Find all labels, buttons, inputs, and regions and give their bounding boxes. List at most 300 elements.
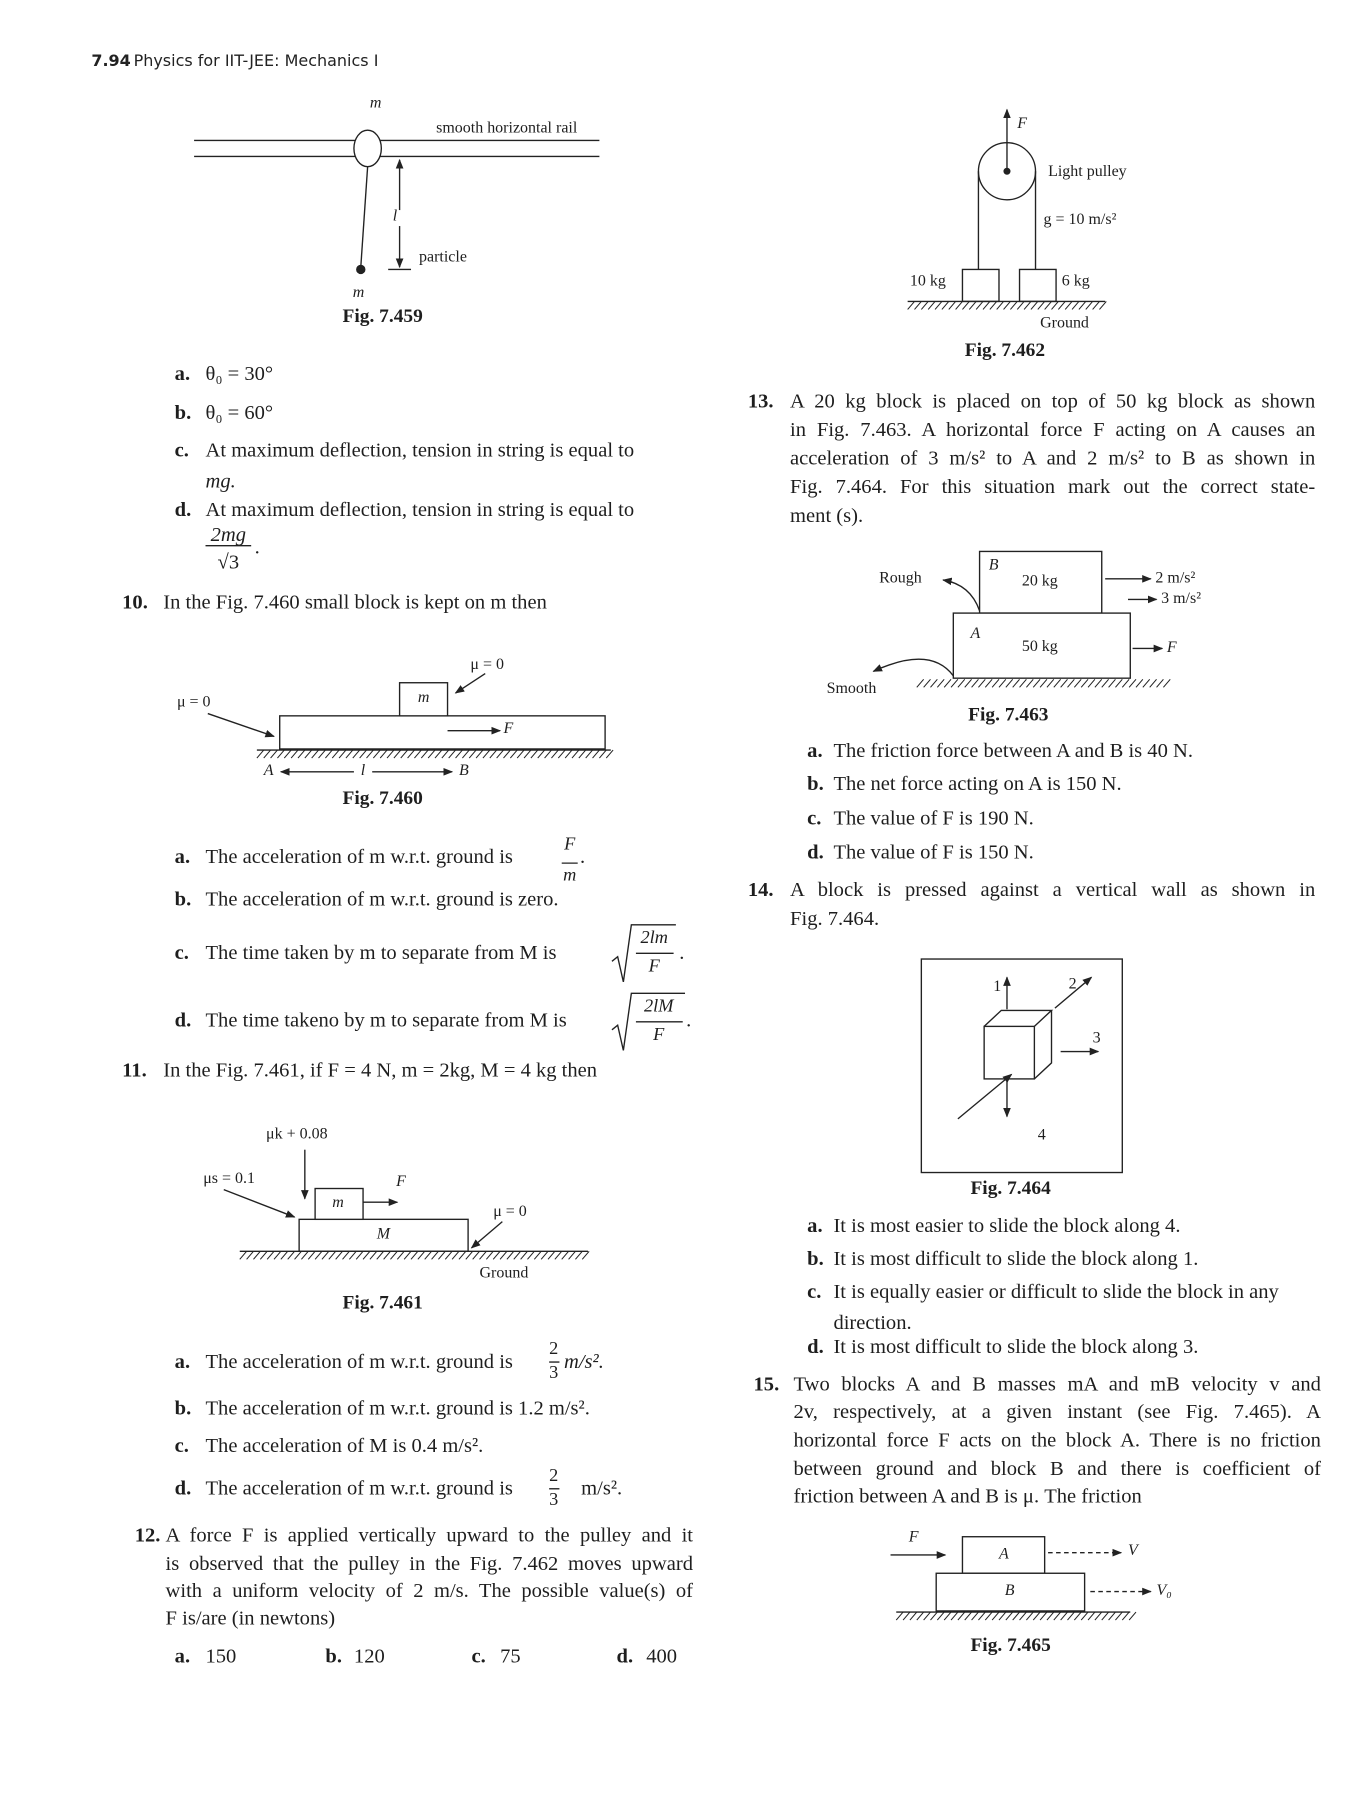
hatch-stroke bbox=[1129, 1612, 1136, 1620]
option-label: a. bbox=[807, 1213, 823, 1237]
hatch-stroke bbox=[1040, 1612, 1047, 1620]
option-text: The time takeno by m to separate from M is bbox=[205, 1008, 567, 1031]
hatch-stroke bbox=[370, 1251, 377, 1259]
label-mu-left: μ = 0 bbox=[176, 694, 211, 712]
option-label: d. bbox=[174, 1008, 192, 1031]
hatch-stroke bbox=[360, 750, 367, 758]
hatch-stroke bbox=[438, 1251, 445, 1259]
label-mu-right: μ = 0 bbox=[470, 656, 504, 674]
hatch-stroke bbox=[288, 1251, 295, 1259]
label-force: F bbox=[908, 1528, 919, 1546]
hatch-stroke bbox=[462, 750, 469, 758]
hatch-stroke bbox=[937, 1612, 944, 1620]
string bbox=[361, 167, 368, 267]
hatch-stroke bbox=[1074, 679, 1081, 687]
fig-7-464-drawing bbox=[921, 959, 1122, 1172]
hatch-stroke bbox=[1040, 679, 1047, 687]
hatch-stroke bbox=[917, 679, 924, 687]
question-line: 2v, respectively, at a given instant (see Fig. 7.465). A bbox=[793, 1399, 1321, 1423]
hatch-stroke bbox=[356, 1251, 363, 1259]
hatch-stroke bbox=[322, 1251, 329, 1259]
hatch-stroke bbox=[315, 1251, 322, 1259]
ground-hatch bbox=[908, 301, 1107, 309]
hatch-stroke bbox=[1143, 679, 1150, 687]
option-text: 150 bbox=[205, 1644, 237, 1667]
mu-left-arrow bbox=[208, 714, 274, 737]
question-number: 10. bbox=[122, 590, 148, 614]
hatch-stroke bbox=[353, 750, 360, 758]
hatch-stroke bbox=[1026, 679, 1033, 687]
label-direction-2: 2 bbox=[1068, 976, 1077, 994]
hatch-stroke bbox=[930, 1612, 937, 1620]
punctuation: . bbox=[686, 1008, 692, 1031]
hatch-stroke bbox=[527, 1251, 534, 1259]
option-text: The value of F is 190 N. bbox=[833, 806, 1034, 829]
hatch-stroke bbox=[1006, 679, 1013, 687]
hatch-stroke bbox=[958, 679, 965, 687]
hatch-stroke bbox=[301, 1251, 308, 1259]
hatch-stroke bbox=[445, 1251, 452, 1259]
label-mass-bottom: 50 kg bbox=[1021, 638, 1058, 656]
hatch-stroke bbox=[295, 1251, 302, 1259]
fig-7-461-drawing bbox=[224, 1150, 589, 1260]
label-mass-top: m bbox=[369, 94, 382, 112]
figure-caption: Fig. 7.459 bbox=[342, 304, 423, 327]
hatch-stroke bbox=[565, 750, 572, 758]
unit: m/s². bbox=[581, 1476, 623, 1500]
mu-s-arrow bbox=[224, 1190, 295, 1217]
hatch-stroke bbox=[390, 1251, 397, 1259]
hatch-stroke bbox=[1102, 1612, 1109, 1620]
rough-arrow bbox=[943, 580, 980, 611]
hatch-stroke bbox=[432, 1251, 439, 1259]
option-text: 75 bbox=[500, 1644, 521, 1667]
hatch-stroke bbox=[997, 301, 1004, 309]
option-label: c. bbox=[807, 806, 822, 829]
label-block-m: m bbox=[332, 1194, 344, 1212]
option-text: 120 bbox=[353, 1644, 385, 1667]
hatch-stroke bbox=[452, 1251, 459, 1259]
option-text: 400 bbox=[646, 1644, 678, 1667]
question-number: 15. bbox=[753, 1372, 780, 1396]
hatch-stroke bbox=[1031, 301, 1038, 309]
hatch-stroke bbox=[459, 1251, 466, 1259]
option-label: d. bbox=[616, 1644, 634, 1667]
hatch-stroke bbox=[579, 750, 586, 758]
hatch-stroke bbox=[1079, 301, 1086, 309]
label-rail: smooth horizontal rail bbox=[436, 119, 578, 138]
punctuation: . bbox=[679, 940, 685, 964]
option-label: c. bbox=[174, 940, 189, 964]
hatch-stroke bbox=[1026, 1612, 1033, 1620]
hatch-stroke bbox=[377, 1251, 384, 1259]
option-text: The friction force between A and B is 40 N. bbox=[833, 738, 1193, 762]
hatch-stroke bbox=[599, 750, 606, 758]
hatch-stroke bbox=[469, 750, 476, 758]
hatch-stroke bbox=[593, 750, 600, 758]
hatch-stroke bbox=[418, 1251, 425, 1259]
option-label: b. bbox=[174, 887, 192, 910]
hatch-stroke bbox=[524, 750, 531, 758]
hatch-stroke bbox=[414, 750, 421, 758]
hatch-stroke bbox=[1102, 679, 1109, 687]
hatch-stroke bbox=[924, 1612, 931, 1620]
hatch-stroke bbox=[305, 750, 312, 758]
hatch-stroke bbox=[992, 1612, 999, 1620]
option-text: The time taken by m to separate from M is bbox=[205, 940, 557, 964]
label-mu-ground: μ = 0 bbox=[493, 1203, 527, 1221]
hatch-stroke bbox=[1020, 679, 1027, 687]
push-arrow bbox=[958, 1074, 1012, 1119]
hatch-stroke bbox=[442, 750, 449, 758]
question-line: is observed that the pulley in the Fig. 7.462 moves upward bbox=[165, 1551, 694, 1575]
hatch-stroke bbox=[545, 750, 552, 758]
hatch-stroke bbox=[1129, 679, 1136, 687]
label-block-B: B bbox=[1004, 1582, 1015, 1600]
option-text: It is equally easier or difficult to slide the block in any bbox=[833, 1279, 1279, 1303]
hatch-stroke bbox=[1010, 301, 1017, 309]
hatch-stroke bbox=[517, 750, 524, 758]
label-mass-right: 6 kg bbox=[1061, 272, 1090, 290]
label-rough: Rough bbox=[879, 569, 922, 587]
hatch-stroke bbox=[1033, 679, 1040, 687]
label-direction-3: 3 bbox=[1092, 1029, 1101, 1047]
hatch-stroke bbox=[490, 750, 497, 758]
hatch-stroke bbox=[277, 750, 284, 758]
hatch-stroke bbox=[346, 750, 353, 758]
hatch-stroke bbox=[985, 679, 992, 687]
label-length: l bbox=[360, 762, 366, 780]
option-text: The acceleration of m w.r.t. ground is 1.2 m/s². bbox=[205, 1396, 590, 1420]
unit: m/s². bbox=[563, 1349, 604, 1373]
hatch-stroke bbox=[329, 1251, 336, 1259]
question-number: 13. bbox=[747, 389, 774, 413]
hatch-stroke bbox=[483, 750, 490, 758]
figure-caption: Fig. 7.464 bbox=[970, 1177, 1051, 1199]
hatch-stroke bbox=[260, 1251, 267, 1259]
hatch-stroke bbox=[937, 679, 944, 687]
option-text: The acceleration of m w.r.t. ground is zero. bbox=[205, 887, 559, 910]
fraction-denominator: 3 bbox=[549, 1363, 559, 1383]
label-block-B: B bbox=[988, 557, 999, 575]
option-label: b. bbox=[174, 400, 192, 424]
hatch-stroke bbox=[1061, 679, 1068, 687]
hatch-stroke bbox=[240, 1251, 247, 1259]
block-6kg bbox=[1020, 269, 1057, 301]
hatch-stroke bbox=[366, 750, 373, 758]
ground-hatch bbox=[257, 750, 613, 758]
option-label: c. bbox=[174, 1433, 189, 1457]
option-label: a. bbox=[174, 1349, 191, 1373]
hatch-stroke bbox=[476, 750, 483, 758]
hatch-stroke bbox=[951, 1612, 958, 1620]
option-text: It is most difficult to slide the block along 3. bbox=[833, 1334, 1199, 1358]
label-velocity-bottom: V₀ bbox=[1156, 1582, 1172, 1600]
punctuation: . bbox=[579, 844, 586, 868]
figure-caption: Fig. 7.460 bbox=[342, 786, 423, 809]
label-ground: Ground bbox=[479, 1265, 529, 1283]
label-ground: Ground bbox=[1040, 315, 1089, 333]
figure-caption: Fig. 7.465 bbox=[970, 1633, 1051, 1656]
hatch-stroke bbox=[1047, 679, 1054, 687]
option-text: The acceleration of m w.r.t. ground is bbox=[205, 844, 513, 868]
hatch-stroke bbox=[449, 750, 456, 758]
fraction-denominator: F bbox=[648, 956, 660, 977]
hatch-stroke bbox=[534, 1251, 541, 1259]
label-pulley: Light pulley bbox=[1048, 163, 1127, 181]
hatch-stroke bbox=[917, 1612, 924, 1620]
hatch-stroke bbox=[1150, 679, 1157, 687]
hatch-stroke bbox=[387, 750, 394, 758]
hatch-stroke bbox=[493, 1251, 500, 1259]
hatch-stroke bbox=[551, 750, 558, 758]
question-number: 12. bbox=[134, 1523, 161, 1546]
question-number: 11. bbox=[122, 1058, 147, 1082]
hatch-stroke bbox=[1163, 679, 1170, 687]
hatch-stroke bbox=[1086, 301, 1093, 309]
pulley-axle bbox=[1004, 168, 1010, 174]
option-label: c. bbox=[174, 438, 189, 462]
hatch-stroke bbox=[401, 750, 408, 758]
hatch-stroke bbox=[1004, 301, 1011, 309]
question-line: F is/are (in newtons) bbox=[165, 1606, 336, 1630]
figure-caption: Fig. 7.463 bbox=[968, 703, 1049, 725]
cube-front bbox=[984, 1026, 1034, 1079]
question-text: In the Fig. 7.460 small block is kept on m then bbox=[163, 590, 547, 614]
label-velocity-top: V bbox=[1127, 1542, 1138, 1560]
option-text: The acceleration of m w.r.t. ground is bbox=[205, 1476, 513, 1500]
hatch-stroke bbox=[606, 750, 613, 758]
label-gravity: g = 10 m/s² bbox=[1043, 211, 1117, 229]
hatch-stroke bbox=[1088, 1612, 1095, 1620]
hatch-stroke bbox=[1072, 301, 1079, 309]
hatch-stroke bbox=[962, 301, 969, 309]
hatch-stroke bbox=[1013, 679, 1020, 687]
question-line: A force F is applied vertically upward to the pulley and it bbox=[165, 1523, 694, 1546]
particle bbox=[357, 265, 365, 273]
ground-hatch bbox=[896, 1612, 1136, 1620]
hatch-stroke bbox=[985, 1612, 992, 1620]
hatch-stroke bbox=[404, 1251, 411, 1259]
hatch-stroke bbox=[435, 750, 442, 758]
hatch-stroke bbox=[1054, 1612, 1061, 1620]
hatch-stroke bbox=[983, 301, 990, 309]
hatch-stroke bbox=[1020, 1612, 1027, 1620]
hatch-stroke bbox=[972, 1612, 979, 1620]
hatch-stroke bbox=[965, 1612, 972, 1620]
hatch-stroke bbox=[978, 679, 985, 687]
hatch-stroke bbox=[951, 679, 958, 687]
label-direction-4: 4 bbox=[1037, 1126, 1046, 1144]
hatch-stroke bbox=[930, 679, 937, 687]
hatch-stroke bbox=[510, 750, 517, 758]
hatch-stroke bbox=[1095, 1612, 1102, 1620]
question-line: A block is pressed against a vertical wall as shown in bbox=[790, 877, 1316, 901]
hatch-stroke bbox=[990, 301, 997, 309]
hatch-stroke bbox=[486, 1251, 493, 1259]
option-text-continued: mg. bbox=[205, 469, 236, 493]
hatch-stroke bbox=[908, 301, 915, 309]
block-10kg bbox=[962, 269, 999, 301]
hatch-stroke bbox=[921, 301, 928, 309]
option-text-continued: direction. bbox=[833, 1310, 912, 1334]
hatch-stroke bbox=[978, 1612, 985, 1620]
question-line: friction between A and B is μ. The friction bbox=[793, 1484, 1142, 1508]
hatch-stroke bbox=[1061, 1612, 1068, 1620]
label-mu-s: μs = 0.1 bbox=[203, 1170, 256, 1188]
hatch-stroke bbox=[284, 750, 291, 758]
hatch-stroke bbox=[1088, 679, 1095, 687]
hatch-stroke bbox=[281, 1251, 288, 1259]
hatch-stroke bbox=[480, 1251, 487, 1259]
hatch-stroke bbox=[373, 750, 380, 758]
hatch-stroke bbox=[915, 301, 922, 309]
option-text: It is most easier to slide the block along 4. bbox=[833, 1213, 1181, 1237]
hatch-stroke bbox=[267, 1251, 274, 1259]
figure-caption: Fig. 7.462 bbox=[964, 339, 1046, 361]
option-label: b. bbox=[325, 1644, 342, 1667]
fig-7-465-drawing bbox=[891, 1537, 1151, 1620]
hatch-stroke bbox=[363, 1251, 370, 1259]
label-point-b: B bbox=[458, 762, 469, 780]
hatch-stroke bbox=[1065, 301, 1072, 309]
hatch-stroke bbox=[1006, 1612, 1013, 1620]
hatch-stroke bbox=[1045, 301, 1052, 309]
fraction-numerator: 2 bbox=[549, 1465, 559, 1486]
label-acc-bottom: 3 m/s² bbox=[1161, 590, 1201, 608]
hatch-stroke bbox=[972, 679, 979, 687]
option-text: The net force acting on A is 150 N. bbox=[833, 771, 1122, 795]
hatch-stroke bbox=[1115, 679, 1122, 687]
hatch-stroke bbox=[1058, 301, 1065, 309]
hatch-stroke bbox=[949, 301, 956, 309]
hatch-stroke bbox=[1038, 301, 1045, 309]
option-label: a. bbox=[174, 844, 191, 868]
hatch-stroke bbox=[1052, 301, 1059, 309]
hatch-stroke bbox=[1115, 1612, 1122, 1620]
hatch-stroke bbox=[411, 1251, 418, 1259]
label-smooth: Smooth bbox=[826, 680, 877, 698]
option-text: It is most difficult to slide the block along 1. bbox=[833, 1246, 1199, 1270]
hatch-stroke bbox=[575, 1251, 582, 1259]
hatch-stroke bbox=[558, 750, 565, 758]
hatch-stroke bbox=[380, 750, 387, 758]
hatch-stroke bbox=[503, 750, 510, 758]
option-label: b. bbox=[807, 1246, 824, 1270]
hatch-stroke bbox=[1081, 679, 1088, 687]
hatch-stroke bbox=[1122, 1612, 1129, 1620]
fig-7-459-drawing bbox=[194, 130, 599, 273]
hatch-stroke bbox=[397, 1251, 404, 1259]
hatch-stroke bbox=[1024, 301, 1031, 309]
hatch-stroke bbox=[308, 1251, 315, 1259]
label-force: F bbox=[396, 1173, 406, 1191]
option-text: The acceleration of M is 0.4 m/s². bbox=[205, 1433, 484, 1457]
hatch-stroke bbox=[473, 1251, 480, 1259]
question-line: horizontal force F acts on the block A. There is no friction bbox=[793, 1428, 1321, 1452]
label-mass-left: 10 kg bbox=[909, 272, 946, 290]
hatch-stroke bbox=[425, 1251, 432, 1259]
hatch-stroke bbox=[944, 679, 951, 687]
hatch-stroke bbox=[1157, 679, 1164, 687]
hatch-stroke bbox=[992, 679, 999, 687]
label-block-A: A bbox=[998, 1545, 1009, 1563]
hatch-stroke bbox=[264, 750, 271, 758]
question-line: Fig. 7.464. For this situation mark out the correct state- bbox=[790, 474, 1316, 498]
question-line: Fig. 7.464. bbox=[790, 906, 880, 930]
hatch-stroke bbox=[514, 1251, 521, 1259]
label-block-M: M bbox=[376, 1226, 391, 1244]
hatch-stroke bbox=[942, 301, 949, 309]
option-text: At maximum deflection, tension in string is equal to bbox=[205, 438, 635, 462]
label-acc-top: 2 m/s² bbox=[1155, 569, 1196, 587]
fraction-numerator: 2lm bbox=[640, 928, 668, 948]
option-label: b. bbox=[174, 1396, 192, 1420]
hatch-stroke bbox=[298, 750, 305, 758]
hatch-stroke bbox=[956, 301, 963, 309]
mu-right-arrow bbox=[456, 674, 486, 693]
question-line: acceleration of 3 m/s² to A and 2 m/s² to B as shown in bbox=[790, 446, 1316, 470]
hatch-stroke bbox=[325, 750, 332, 758]
hatch-stroke bbox=[903, 1612, 910, 1620]
option-label: d. bbox=[807, 840, 824, 864]
hatch-stroke bbox=[319, 750, 326, 758]
hatch-stroke bbox=[1109, 1612, 1116, 1620]
hatch-stroke bbox=[586, 750, 593, 758]
hatch-stroke bbox=[312, 750, 319, 758]
hatch-stroke bbox=[384, 1251, 391, 1259]
ground-hatch bbox=[240, 1251, 589, 1259]
hatch-stroke bbox=[500, 1251, 507, 1259]
book-title: Physics for IIT-JEE: Mechanics I bbox=[133, 52, 379, 71]
hatch-stroke bbox=[291, 750, 298, 758]
hatch-stroke bbox=[274, 1251, 281, 1259]
label-force: F bbox=[503, 720, 514, 738]
label-mu-k: μk + 0.08 bbox=[266, 1125, 328, 1143]
option-label: d. bbox=[174, 1476, 192, 1500]
hatch-stroke bbox=[466, 1251, 473, 1259]
hatch-stroke bbox=[257, 750, 264, 758]
smooth-arrow bbox=[873, 659, 953, 676]
option-text: θ₀ = 60° bbox=[205, 400, 274, 424]
fraction-numerator: 2mg bbox=[210, 522, 247, 546]
fraction-numerator: F bbox=[564, 834, 576, 854]
label-block-A: A bbox=[970, 625, 981, 643]
hatch-stroke bbox=[969, 301, 976, 309]
question-line: A 20 kg block is placed on top of 50 kg block as shown bbox=[790, 389, 1316, 413]
option-label: c. bbox=[807, 1279, 822, 1303]
hatch-stroke bbox=[531, 750, 538, 758]
option-label: b. bbox=[807, 771, 824, 795]
hatch-stroke bbox=[421, 750, 428, 758]
option-label: d. bbox=[174, 497, 192, 521]
hatch-stroke bbox=[1093, 301, 1100, 309]
label-point-a: A bbox=[263, 762, 274, 780]
hatch-stroke bbox=[928, 301, 935, 309]
hatch-stroke bbox=[935, 301, 942, 309]
label-mass-bottom: m bbox=[352, 284, 365, 302]
hatch-stroke bbox=[538, 750, 545, 758]
question-line: in Fig. 7.463. A horizontal force F acting on A causes an bbox=[790, 417, 1316, 441]
hatch-stroke bbox=[507, 1251, 514, 1259]
hatch-stroke bbox=[1047, 1612, 1054, 1620]
hatch-stroke bbox=[1067, 1612, 1074, 1620]
punctuation: . bbox=[254, 535, 260, 559]
hatch-stroke bbox=[1074, 1612, 1081, 1620]
option-label: a. bbox=[807, 738, 823, 762]
hatch-stroke bbox=[336, 1251, 343, 1259]
hatch-stroke bbox=[343, 1251, 350, 1259]
